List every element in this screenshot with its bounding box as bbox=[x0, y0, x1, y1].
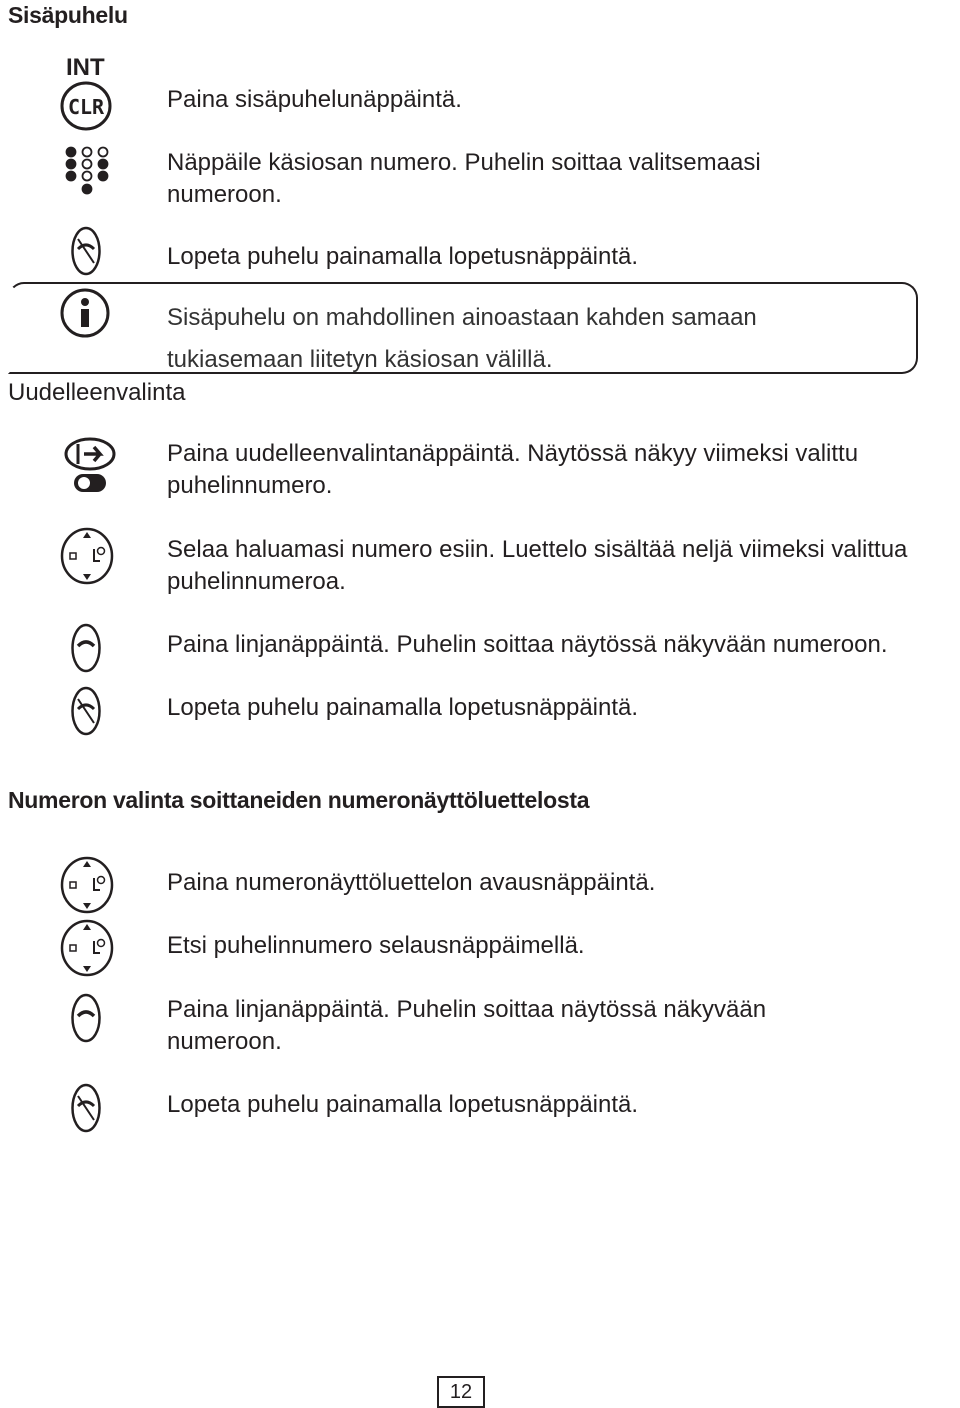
section-title-intercom: Sisäpuhelu bbox=[8, 2, 128, 28]
section-title-redial: Uudelleenvalinta bbox=[8, 379, 186, 406]
call-key-icon[interactable] bbox=[70, 622, 102, 674]
info-icon bbox=[60, 288, 110, 338]
caller-id-step-4: Lopeta puhelu painamalla lopetusnäppäintä. bbox=[167, 1091, 639, 1118]
navigation-key-icon[interactable] bbox=[60, 919, 114, 977]
redial-step-3: Paina linjanäppäintä. Puhelin soittaa näytössä näkyvään numeroon. bbox=[167, 631, 888, 658]
end-call-key-icon[interactable] bbox=[70, 225, 102, 277]
page-number: 12 bbox=[437, 1376, 485, 1408]
keypad-icon[interactable] bbox=[64, 145, 110, 197]
caller-id-step-3: Paina linjanäppäintä. Puhelin soittaa näytössä näkyvään numeroon. bbox=[167, 996, 767, 1055]
redial-step-4: Lopeta puhelu painamalla lopetusnäppäintä. bbox=[167, 694, 639, 721]
clr-key-label: CLR bbox=[67, 95, 105, 119]
caller-id-step-2: Etsi puhelinnumero selausnäppäimellä. bbox=[167, 932, 585, 959]
caller-id-step-1: Paina numeronäyttöluettelon avausnäppäintä. bbox=[167, 869, 656, 896]
intercom-info-text: Sisäpuhelu on mahdollinen ainoastaan kahden samaan tukiasemaan liitetyn käsiosan välillä. bbox=[167, 304, 757, 373]
redial-step-1: Paina uudelleenvalintanäppäintä. Näytössä näkyy viimeksi valittu puhelinnumero. bbox=[167, 440, 859, 499]
navigation-key-icon[interactable] bbox=[60, 527, 114, 585]
intercom-step-2: Näppäile käsiosan numero. Puhelin soittaa valitsemaasi numeroon. bbox=[167, 149, 761, 208]
redial-key-icon[interactable] bbox=[64, 436, 116, 494]
clr-key-icon[interactable] bbox=[60, 81, 112, 131]
section-title-caller-id: Numeron valinta soittaneiden numeronäyttöluettelosta bbox=[8, 787, 590, 813]
end-call-key-icon[interactable] bbox=[70, 1082, 102, 1134]
call-key-icon[interactable] bbox=[70, 992, 102, 1044]
intercom-step-1: Paina sisäpuhelunäppäintä. bbox=[167, 86, 462, 113]
end-call-key-icon[interactable] bbox=[70, 685, 102, 737]
redial-step-2: Selaa haluamasi numero esiin. Luettelo sisältää neljä viimeksi valittua puhelinnumeroa. bbox=[167, 536, 908, 595]
intercom-step-3: Lopeta puhelu painamalla lopetusnäppäintä. bbox=[167, 243, 639, 270]
navigation-key-icon[interactable] bbox=[60, 856, 114, 914]
int-label: INT bbox=[66, 54, 105, 81]
